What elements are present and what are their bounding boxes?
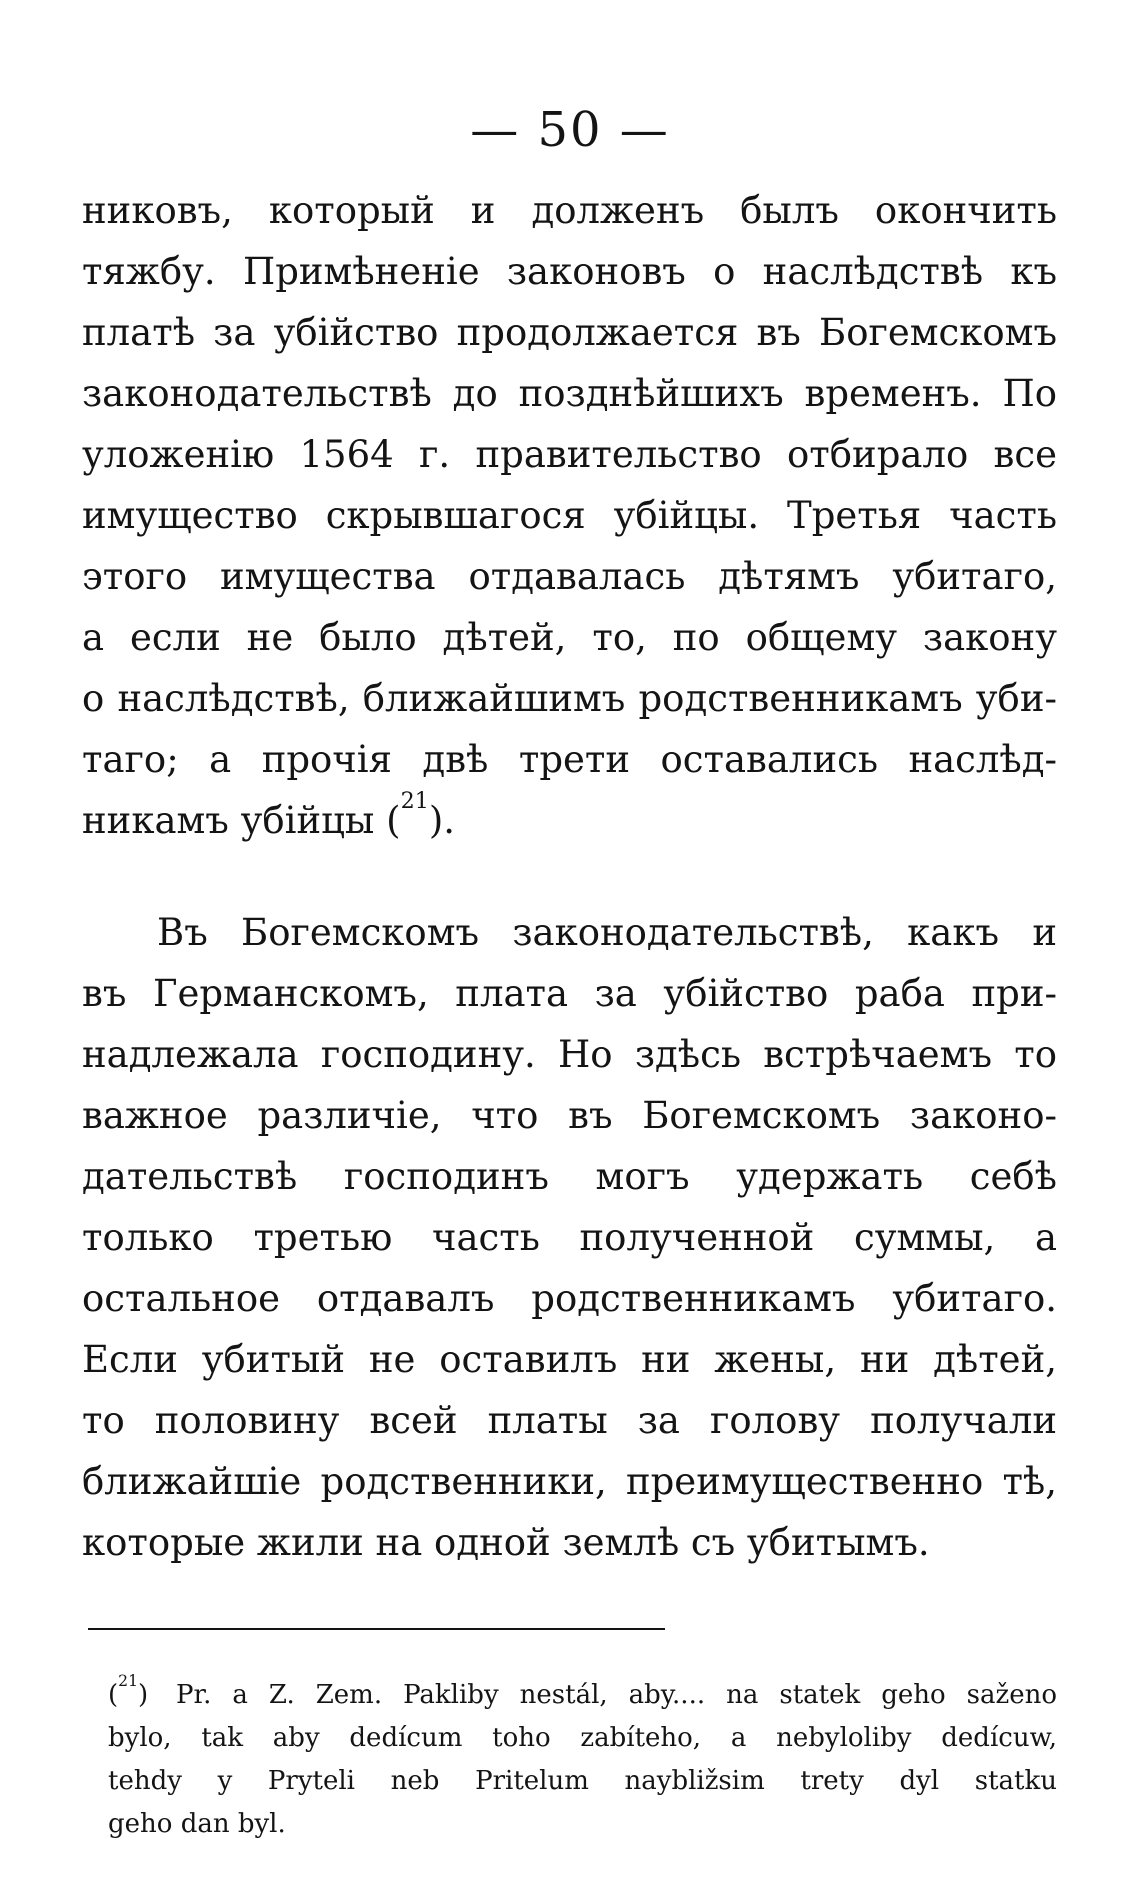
text-line: уложенію 1564 г. правительство отбирало все (82, 433, 1057, 476)
text-line: то половину всей платы за голову получали (82, 1399, 1057, 1442)
text-line: тяжбу. Примѣненіе законовъ о наслѣдствѣ къ (82, 250, 1057, 293)
text-line-end: ). (428, 799, 456, 842)
footnote-marker-close: ) (138, 1680, 149, 1710)
paragraph-2 (82, 902, 1057, 1573)
text-line: Если убитый не оставилъ ни жены, ни дѣтей, (82, 1338, 1057, 1381)
text-line: ближайшіе родственники, преимущественно тѣ, (82, 1460, 1057, 1503)
text-line: этого имущества отдавалась дѣтямъ убитаго, (82, 555, 1057, 598)
text-line: платѣ за убійство продолжается въ Богемскомъ (82, 311, 1057, 354)
paragraph-1 (82, 180, 1057, 851)
text-line: таго; а прочія двѣ трети оставались наслѣд- (82, 738, 1057, 781)
footnote (108, 1674, 1057, 1846)
text-line: остальное отдавалъ родственникамъ убитаго. (82, 1277, 1057, 1320)
text-line: никовъ, который и долженъ былъ окончить (82, 189, 1057, 232)
footnote-line: tehdy y Pryteli neb Pritelum naybližsim trety dyl statku (108, 1766, 1057, 1796)
footnote-marker-number: 21 (118, 1672, 138, 1690)
footnote-line: bylo, tak aby dedícum toho zabíteho, a nebyloliby dedícuw, (108, 1723, 1057, 1753)
text-line: а если не было дѣтей, то, по общему закону (82, 616, 1057, 659)
text-line: которые жили на одной землѣ съ убитымъ. (82, 1521, 930, 1564)
text-line: законодательствѣ до позднѣйшихъ временъ. По (82, 372, 1057, 415)
text-line: имущество скрывшагося убійцы. Третья часть (82, 494, 1057, 537)
text-line: важное различіе, что въ Богемскомъ законо- (82, 1094, 1057, 1137)
footnote-text: Pr. a Z. Zem. Pakliby nestál, aby.... na statek geho saženo (176, 1680, 1057, 1710)
footnote-marker-open: ( (108, 1680, 119, 1710)
footnote-line-first (108, 1674, 1057, 1717)
text-line: надлежала господину. Но здѣсь встрѣчаемъ то (82, 1033, 1057, 1076)
footnote-reference[interactable]: 21 (400, 788, 429, 814)
footnote-line: geho dan byl. (108, 1809, 286, 1839)
text-line: только третью часть полученной суммы, а (82, 1216, 1057, 1259)
text-line: о наслѣдствѣ, ближайшимъ родственникамъ уби- (82, 677, 1057, 720)
footnote-divider (88, 1628, 665, 1630)
page-number: — 50 — (470, 102, 670, 158)
text-line: дательствѣ господинъ могъ удержать себѣ (82, 1155, 1057, 1198)
text-line: въ Германскомъ, плата за убійство раба при- (82, 972, 1057, 1015)
text-line: Въ Богемскомъ законодательствѣ, какъ и (157, 911, 1057, 954)
text-line-last (82, 790, 1057, 851)
text-line-start: никамъ убійцы ( (82, 799, 401, 842)
footnote-marker (108, 1674, 176, 1717)
